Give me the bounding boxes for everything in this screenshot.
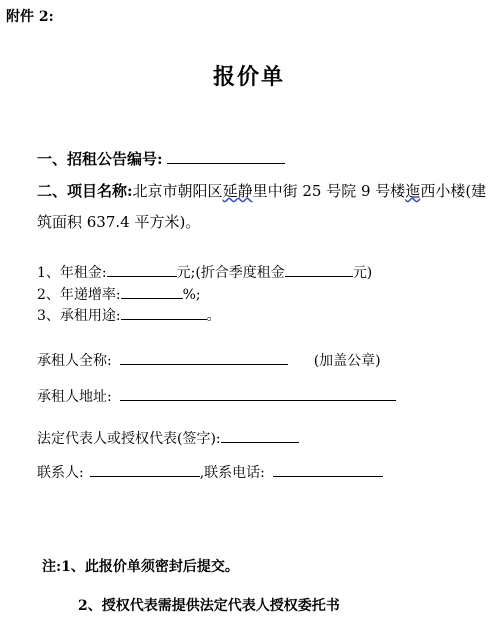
tenant-address-blank xyxy=(120,386,396,401)
phone-label: ,联系电话: xyxy=(199,465,265,481)
section-2-line-2: 筑面积 637.4 平方米)。 xyxy=(37,213,201,231)
tenant-name-blank xyxy=(120,350,288,365)
growth-rate-unit: %; xyxy=(182,287,201,303)
growth-rate-label: 2、年递增率: xyxy=(37,287,121,303)
seal-note: (加盖公章) xyxy=(313,353,381,369)
usage-blank xyxy=(121,305,207,320)
quarterly-rent-blank xyxy=(285,262,353,277)
quarterly-rent-label: 元;(折合季度租金 xyxy=(176,265,285,281)
section-2-line-1 xyxy=(37,180,486,201)
tenant-name-label: 承租人全称: xyxy=(37,353,112,369)
notice-number-label: 一、招租公告编号: xyxy=(37,150,163,168)
item-1 xyxy=(37,262,372,282)
contact-label: 联系人: xyxy=(37,465,84,481)
notice-number-blank xyxy=(167,149,285,164)
project-name-part-4: 迤 xyxy=(405,182,421,200)
phone-blank xyxy=(273,462,383,477)
tenant-address-label: 承租人地址: xyxy=(37,389,112,405)
note-2: 2、授权代表需提供法定代表人授权委托书 xyxy=(78,598,340,614)
representative-blank xyxy=(221,428,299,443)
annual-rent-blank xyxy=(107,262,177,277)
item-3 xyxy=(37,305,221,325)
field-tenant-name xyxy=(37,350,381,370)
attachment-label: 附件 2: xyxy=(6,9,54,25)
project-name-part-5: 西小楼(建 xyxy=(420,182,487,200)
field-representative xyxy=(37,428,299,448)
note-1: 注:1、此报价单须密封后提交。 xyxy=(42,559,239,575)
section-1 xyxy=(37,148,285,169)
project-name-part-2: 延静 xyxy=(222,182,253,200)
field-tenant-address xyxy=(37,386,396,406)
project-name-part-1: 北京市朝阳区 xyxy=(132,182,223,200)
representative-label: 法定代表人或授权代表(签字): xyxy=(37,431,221,447)
field-contact xyxy=(37,462,383,482)
page-title: 报价单 xyxy=(213,64,286,90)
project-name-part-3: 里中街 25 号院 9 号楼 xyxy=(252,182,406,200)
usage-end: 。 xyxy=(206,308,221,324)
annual-rent-label: 1、年租金: xyxy=(37,265,107,281)
project-name-label: 二、项目名称: xyxy=(37,182,133,200)
usage-label: 3、承租用途: xyxy=(37,308,121,324)
item-2 xyxy=(37,284,201,304)
contact-blank xyxy=(90,462,200,477)
growth-rate-blank xyxy=(121,284,183,299)
quarterly-rent-unit: 元) xyxy=(352,265,373,281)
